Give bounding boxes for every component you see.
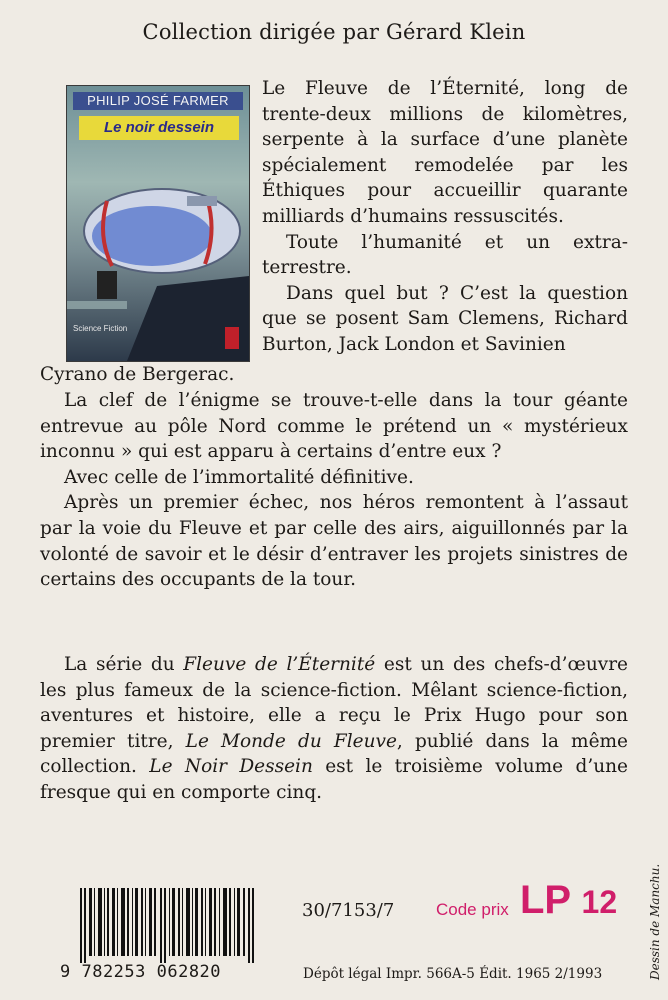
cover-collection-label: Science Fiction [73,324,128,333]
blurb-full-column [40,388,628,593]
legal-deposit: Dépôt légal Impr. 566A-5 Édit. 1965 2/1993 [303,966,603,982]
cover-author: PHILIP JOSÉ FARMER [73,92,243,110]
series-header: Collection dirigée par Gérard Klein [142,20,526,44]
cover-thumbnail [66,85,250,362]
blurb-paragraph: La clef de l’énigme se trouve-t-elle dans la tour géante entrevue au pôle Nord comme le prétend un « mystérieux inconnu » qui est apparu à certains d’entre eux ? [40,390,628,463]
price-code: LP 12 [520,878,618,922]
blurb-paragraph: Dans quel but ? C’est la question que se posent Sam Clemens, Richard Burton, Jack London et Savinien [262,282,628,355]
series-paragraph [40,652,628,806]
blurb-wrap-line [40,362,628,388]
barcode [80,888,256,963]
blurb-side-column [262,76,628,358]
barcode-number: 9 782253 062820 [60,962,222,982]
blurb-paragraph-end: Cyrano de Bergerac. [40,364,235,385]
series-text: La série du Fleuve de l’Éternité est un des chefs-d’œuvre les plus fameux de la science-fiction. Mêlant science-fiction, aventures et histoire, elle a reçu le Prix Hugo pour son premier titre, Le Monde du Fleuve, publié dans la même collection. Le Noir Dessein est le troisième volume d’une fresque qui en comporte cinq. [40,654,629,803]
blurb-paragraph: Le Fleuve de l’Éternité, long de trente-deux millions de kilomètres, serpente à la surface d’une planète spécialement remodelée par les Éthiques pour accueillir quarante milliards d’humains ressuscités. [262,78,628,227]
blurb-paragraph: Toute l’humanité et un extra-terrestre. [262,231,628,279]
blurb-paragraph: Après un premier échec, nos héros remontent à l’assaut par la voie du Fleuve et par celle des airs, aiguillonnés par la volonté de savoir et le désir d’entraver les projets sinistres de certains des occupants de la tour. [40,492,628,591]
catalog-number: 30/7153/7 [302,900,395,921]
code-prix-label: Code prix [436,900,509,919]
illustration-credit: Dessin de Manchu. [648,863,662,980]
blurb-paragraph: Avec celle de l’immortalité définitive. [64,466,414,488]
cover-title: Le noir dessein [79,116,239,140]
airship-illustration [67,86,249,361]
cover-publisher-logo [225,327,239,349]
